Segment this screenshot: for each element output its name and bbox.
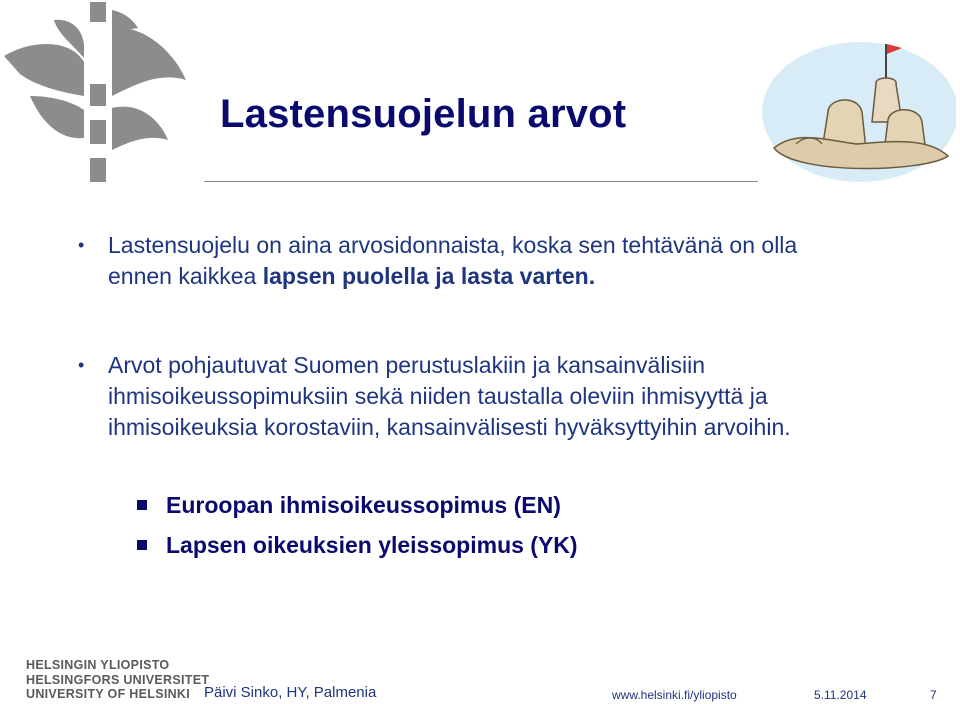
bullet-dot-icon: • xyxy=(78,235,85,255)
sandcastle-illustration-icon xyxy=(756,32,956,182)
university-name xyxy=(26,658,209,702)
sub-bullet-2 xyxy=(166,532,578,559)
bullet-1-bold-text: lapsen puolella ja lasta varten. xyxy=(262,263,596,289)
title-divider xyxy=(204,181,758,182)
footer-url[interactable]: www.helsinki.fi/yliopisto xyxy=(612,688,737,702)
footer-date: 5.11.2014 xyxy=(814,688,867,702)
university-name-fi: HELSINGIN YLIOPISTO xyxy=(26,658,170,672)
sub-bullet-1-text: Euroopan ihmisoikeussopimus (EN) xyxy=(166,492,561,518)
square-bullet-icon xyxy=(137,540,147,550)
bullet-2 xyxy=(78,350,828,443)
square-bullet-icon xyxy=(137,500,147,510)
slide-title: Lastensuojelun arvot xyxy=(220,92,627,136)
bullet-dot-icon: • xyxy=(78,355,85,375)
page-number: 7 xyxy=(930,688,937,702)
sub-bullet-1 xyxy=(166,492,561,519)
university-name-sv: HELSINGFORS UNIVERSITET xyxy=(26,672,210,687)
university-flame-logo-icon xyxy=(0,0,200,190)
bullet-2-text: Arvot pohjautuvat Suomen perustuslakiin ja kansainvälisiin ihmisoikeussopimuksiin sekä niiden taustalla oleviin ihmisyyttä ja ihmisoikeuksia korostaviin, kansainvälisesti hyväksyttyihin arvoihin. xyxy=(108,352,791,440)
sub-bullet-2-text: Lapsen oikeuksien yleissopimus (YK) xyxy=(166,532,578,558)
bullet-1-text: Lastensuojelu on aina arvosidonnaista, koska sen tehtävänä on olla ennen kaikkea xyxy=(108,232,798,289)
presenter-name: Päivi Sinko, HY, Palmenia xyxy=(204,684,377,701)
bullet-1 xyxy=(78,230,848,292)
university-name-en: UNIVERSITY OF HELSINKI xyxy=(26,687,191,701)
